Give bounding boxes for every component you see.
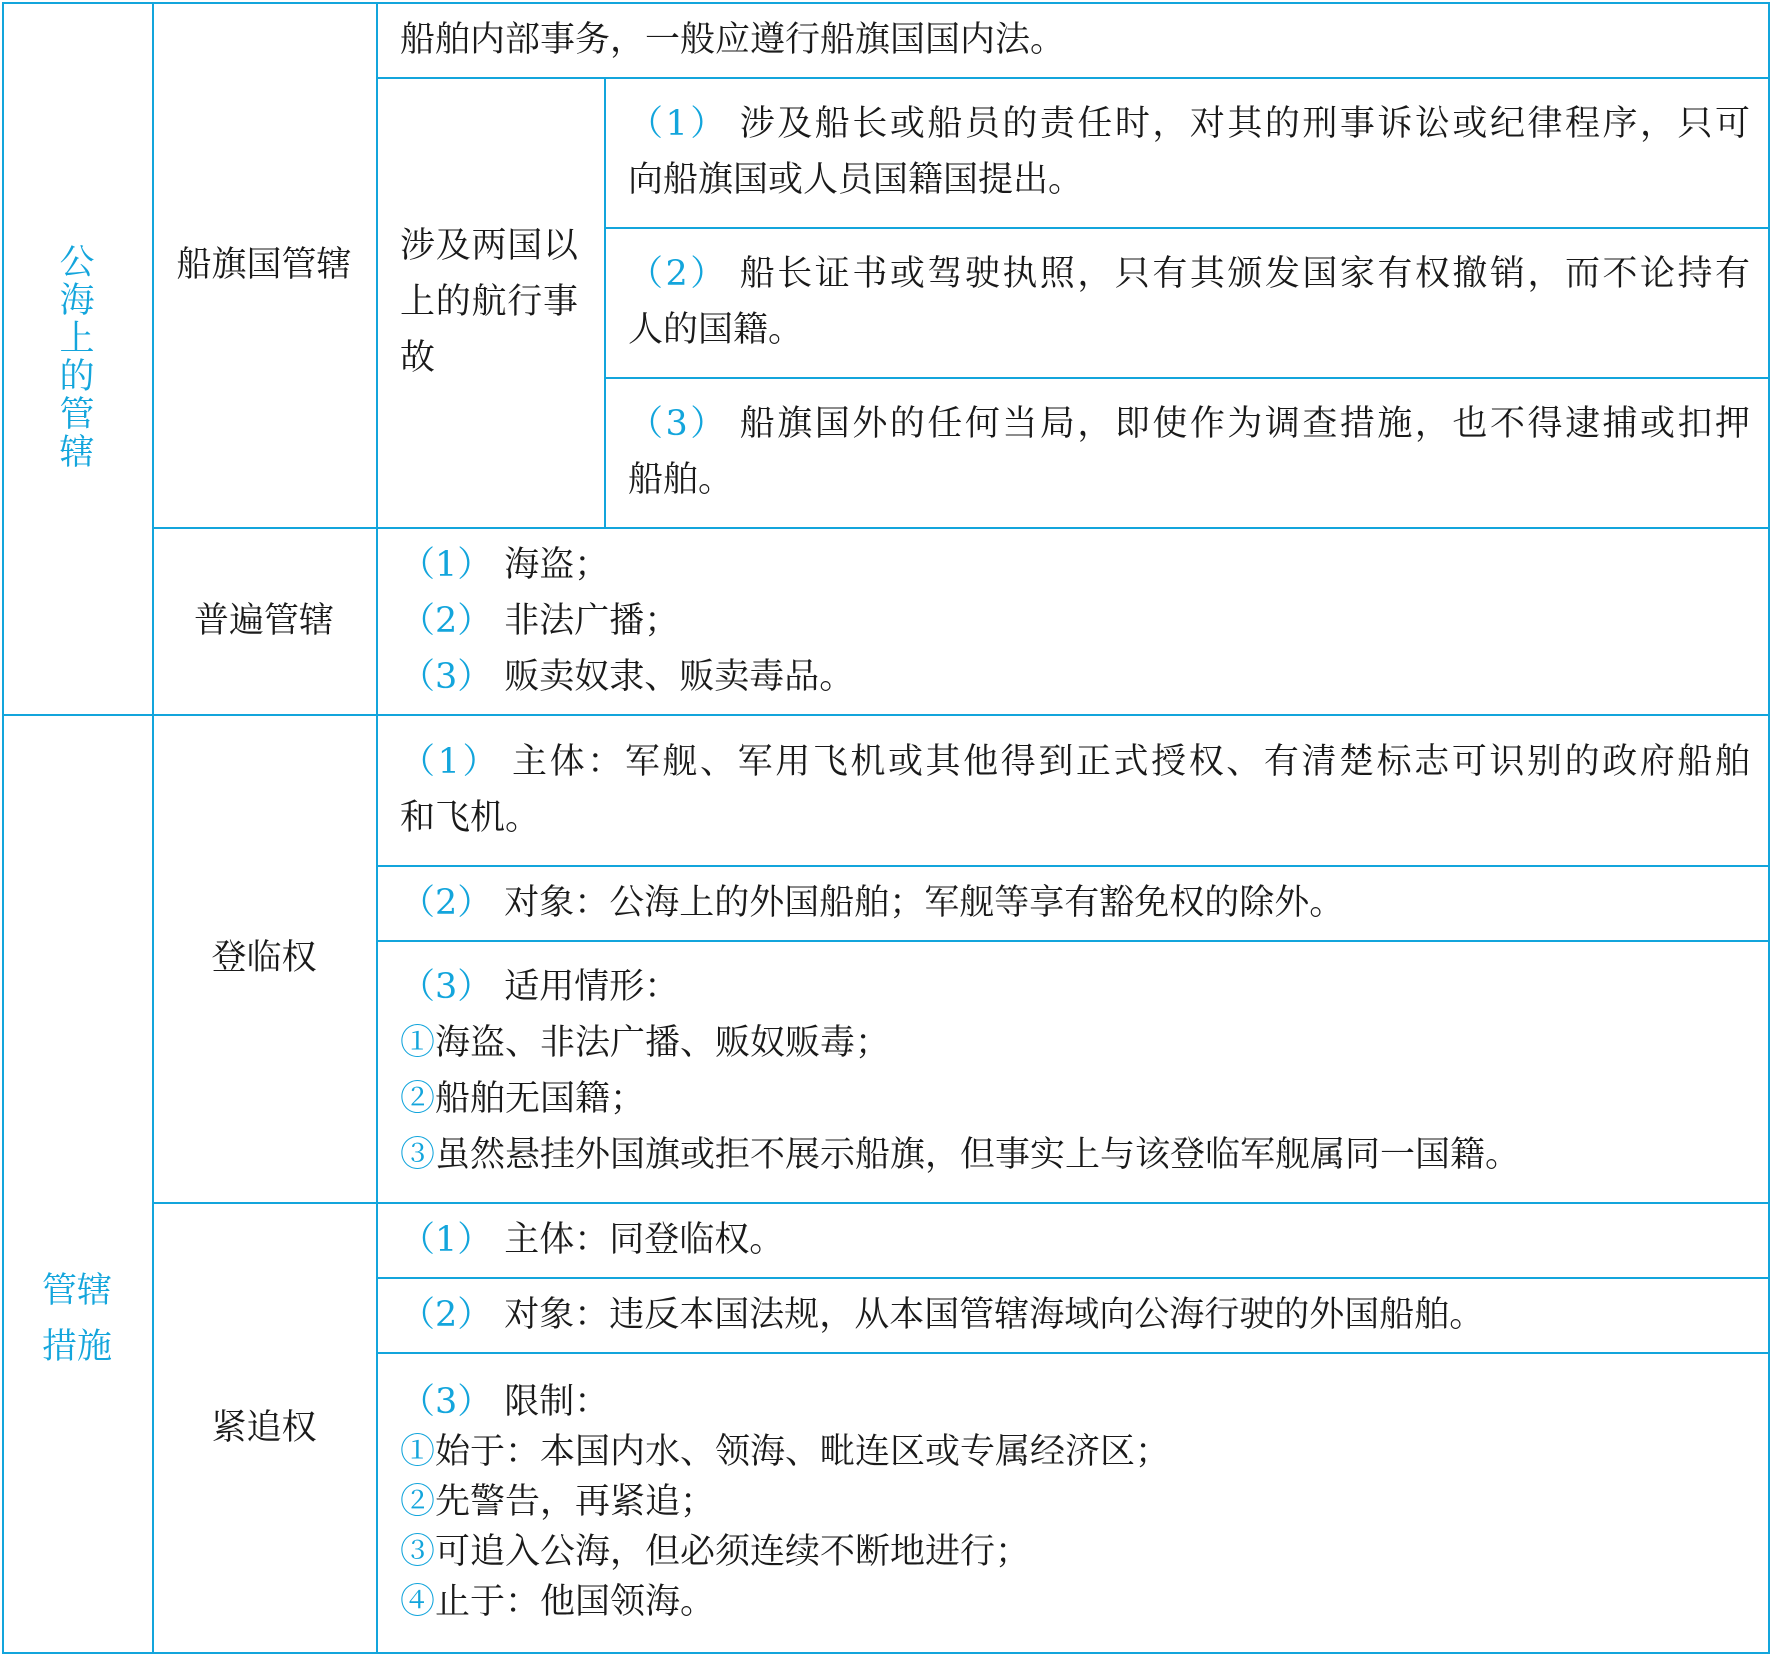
item-text-cont: 和飞机。 bbox=[400, 797, 541, 838]
subcategory-flag-state bbox=[152, 2, 376, 527]
list-item: ②船舶无国籍； bbox=[400, 1079, 646, 1119]
list-item: ③虽然悬挂外国旗或拒不展示船旗，但事实上与该登临军舰属同一国籍。 bbox=[400, 1135, 1521, 1175]
category-jurisdiction-label: 公海上的管辖 bbox=[59, 243, 95, 473]
flag-state-item-1 bbox=[604, 77, 1770, 227]
incident-label: 涉及两国以上的航行事故 bbox=[400, 226, 578, 378]
subcategory-universal bbox=[152, 527, 376, 714]
list-item: ②先警告，再紧追； bbox=[400, 1482, 716, 1522]
flag-state-internal bbox=[376, 2, 1770, 77]
item-text: 船旗国外的任何当局，即使作为调查措施，也不得逮捕或扣押 bbox=[739, 404, 1750, 444]
pursuit-object bbox=[376, 1277, 1770, 1352]
list-item: （2） 非法广播； bbox=[400, 600, 680, 641]
universal-list bbox=[376, 527, 1770, 714]
boarding-label: 登临权 bbox=[211, 938, 317, 978]
boarding-cases bbox=[376, 940, 1770, 1202]
flag-state-item-3 bbox=[604, 377, 1770, 527]
item-number: （3） bbox=[400, 967, 493, 1007]
item-text: 对象：违反本国法规，从本国管辖海域向公海行驶的外国船舶。 bbox=[504, 1294, 1485, 1335]
category-measures bbox=[2, 714, 152, 1654]
item-text-cont: 人的国籍。 bbox=[628, 310, 804, 350]
boarding-subject bbox=[376, 714, 1770, 865]
item-text: 主体：同登临权。 bbox=[504, 1219, 785, 1260]
list-item: ①始于：本国内水、领海、毗连区或专属经济区； bbox=[400, 1432, 1171, 1472]
pursuit-limits bbox=[376, 1352, 1770, 1652]
item-text: 对象：公海上的外国船舶；军舰等享有豁免权的除外。 bbox=[504, 882, 1345, 923]
list-item: （1） 海盗； bbox=[400, 544, 610, 585]
list-item: （3） 贩卖奴隶、贩卖毒品。 bbox=[400, 656, 855, 697]
pursuit-subject bbox=[376, 1202, 1770, 1277]
boarding-object bbox=[376, 865, 1770, 940]
list-item: ③可追入公海，但必须连续不断地进行； bbox=[400, 1532, 1031, 1572]
subcategory-hot-pursuit bbox=[152, 1202, 376, 1654]
item-number: （2） bbox=[628, 254, 728, 294]
category-measures-label: 管辖措施 bbox=[41, 1271, 112, 1367]
item-number: （2） bbox=[400, 1294, 493, 1335]
item-text-cont: 向船旗国或人员国籍国提出。 bbox=[628, 160, 1084, 200]
incident-label-cell bbox=[376, 77, 604, 527]
item-title: 限制： bbox=[504, 1382, 610, 1422]
item-number: （1） bbox=[628, 104, 728, 144]
universal-label: 普遍管辖 bbox=[193, 600, 334, 641]
flag-state-internal-text: 船舶内部事务，一般应遵行船旗国国内法。 bbox=[400, 19, 1066, 60]
list-item: ①海盗、非法广播、贩奴贩毒； bbox=[400, 1023, 891, 1063]
item-number: （1） bbox=[400, 741, 501, 782]
item-number: （1） bbox=[400, 1219, 493, 1260]
item-number: （2） bbox=[400, 882, 493, 923]
item-text: 主体：军舰、军用飞机或其他得到正式授权、有清楚标志可识别的政府船舶 bbox=[512, 741, 1750, 782]
list-item: ④止于：他国领海。 bbox=[400, 1582, 716, 1622]
jurisdiction-table bbox=[2, 2, 1770, 1654]
flag-state-item-2 bbox=[604, 227, 1770, 377]
flag-state-label: 船旗国管辖 bbox=[176, 244, 352, 285]
item-text: 船长证书或驾驶执照，只有其颁发国家有权撤销，而不论持有 bbox=[739, 254, 1750, 294]
subcategory-boarding bbox=[152, 714, 376, 1202]
category-jurisdiction bbox=[2, 2, 152, 714]
hot-pursuit-label: 紧追权 bbox=[211, 1408, 317, 1448]
item-text-cont: 船舶。 bbox=[628, 460, 734, 500]
item-number: （3） bbox=[400, 1382, 493, 1422]
item-text: 涉及船长或船员的责任时，对其的刑事诉讼或纪律程序，只可 bbox=[739, 104, 1750, 144]
item-number: （3） bbox=[628, 404, 728, 444]
item-title: 适用情形： bbox=[504, 967, 680, 1007]
